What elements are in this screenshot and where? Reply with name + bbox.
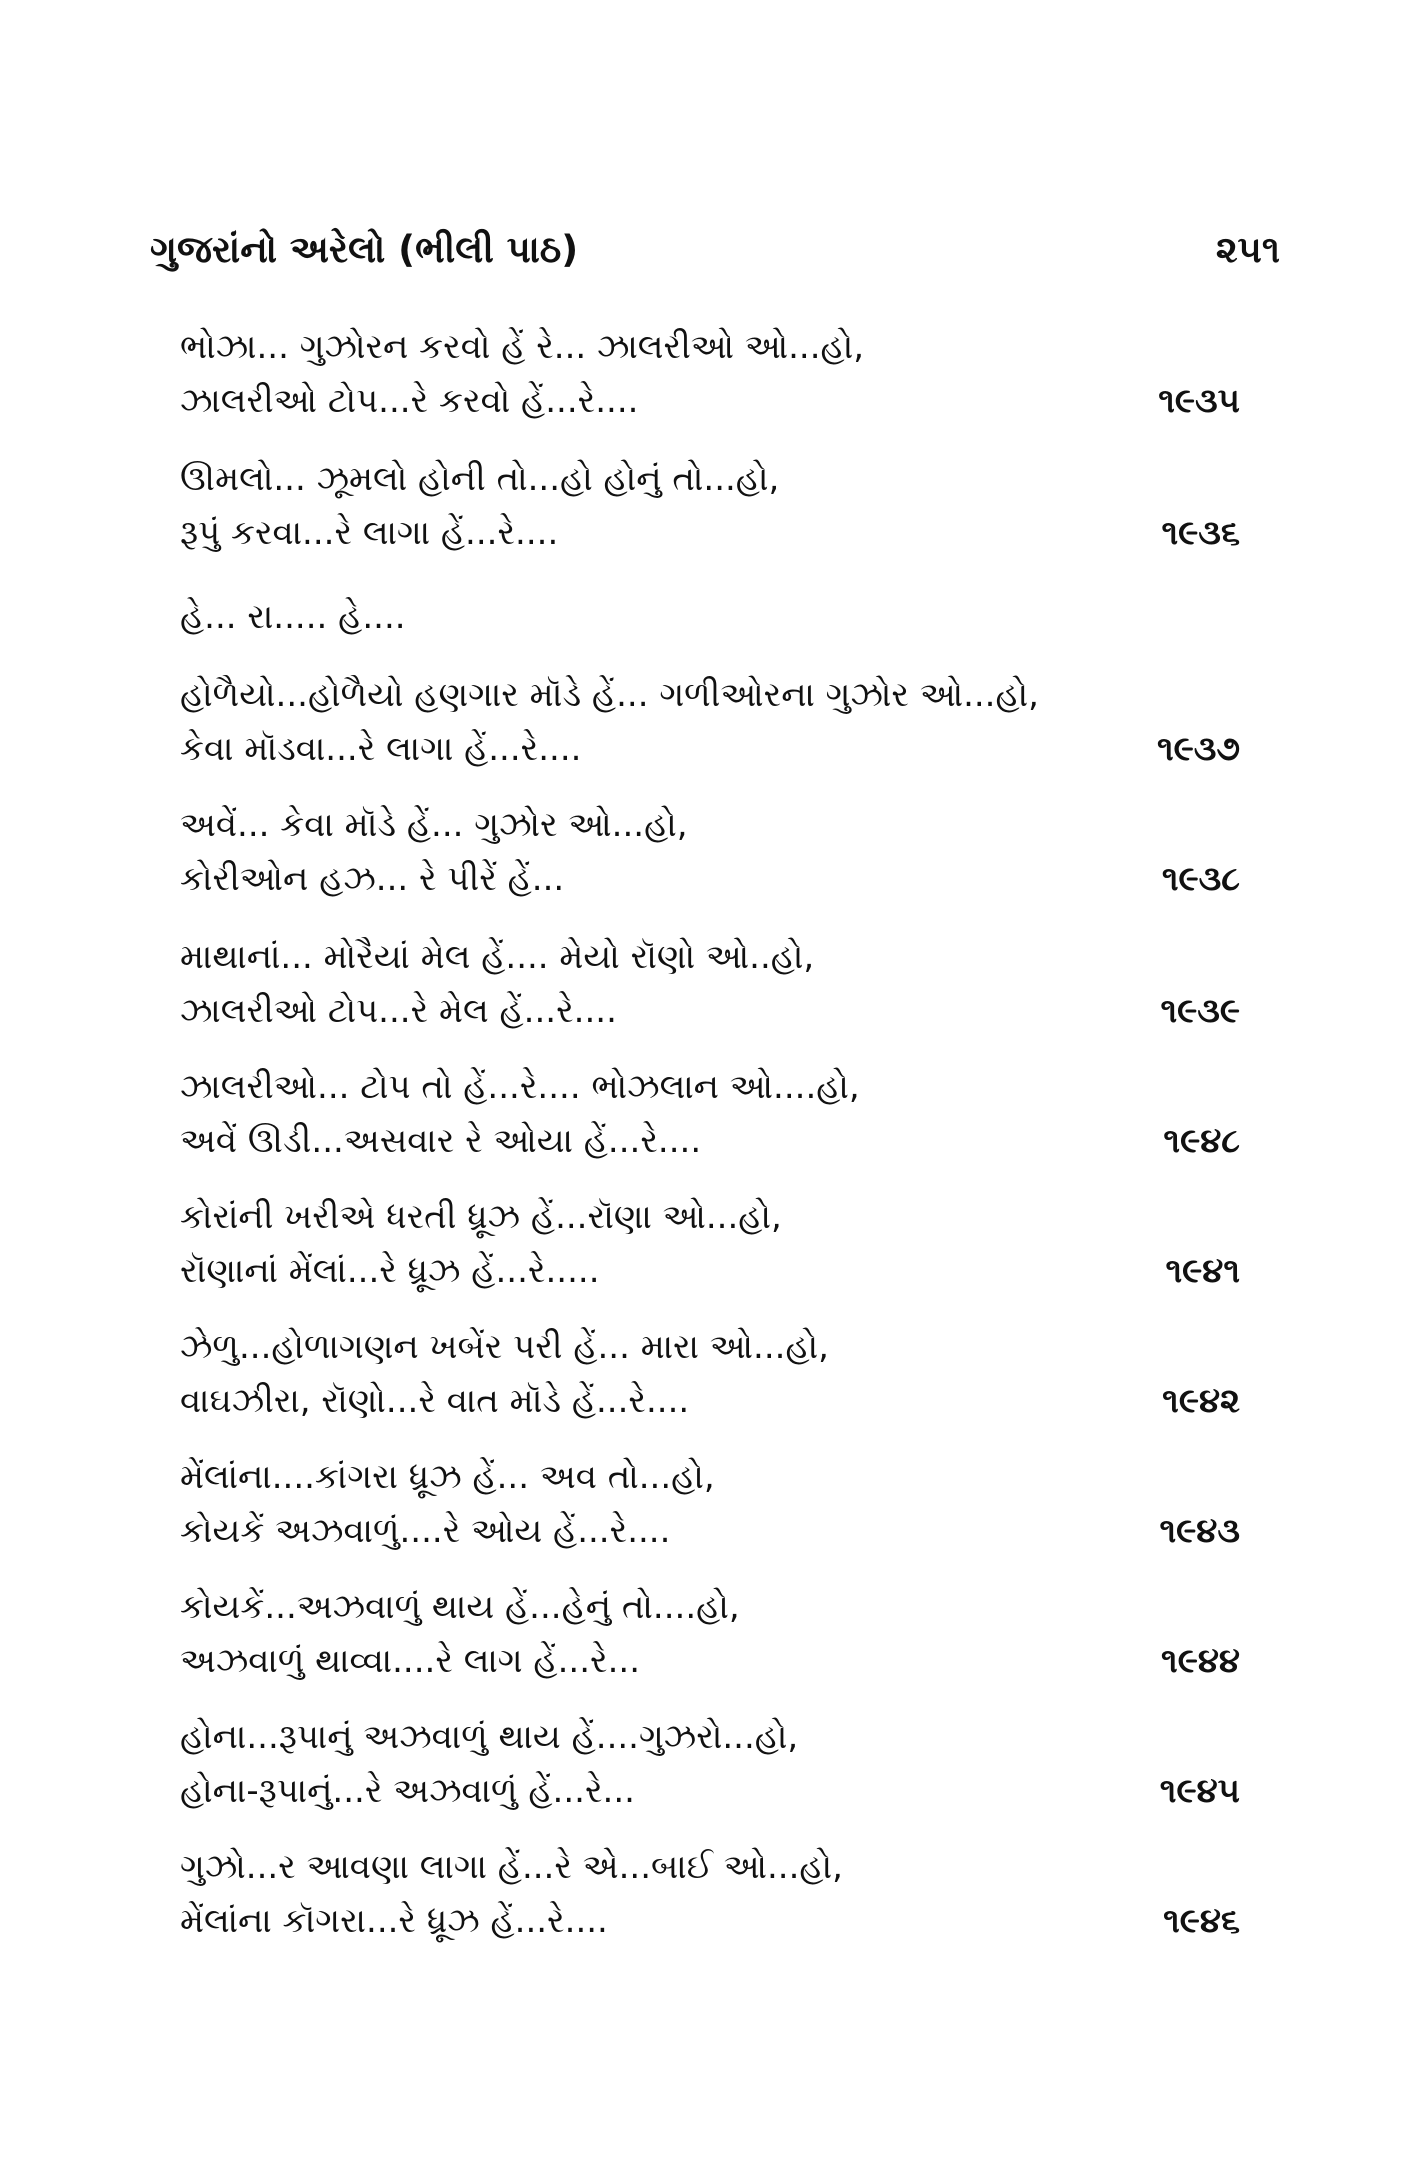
stanza-1938	[180, 798, 1240, 906]
stanza-1941	[180, 1190, 1240, 1298]
stanza-refrain	[180, 590, 1240, 644]
verse-line: હે... રા..... હે....	[180, 597, 406, 637]
stanza-1939	[180, 930, 1240, 1038]
verse-line-text: વાઘઝીરા, રૉણો...રે વાત મૉડે હેં...રે....	[180, 1381, 690, 1421]
verse-number: ૧૯૩૯	[1160, 991, 1240, 1031]
stanza-1945	[180, 1710, 1240, 1818]
verse-number: ૧૯૩૭	[1156, 729, 1240, 769]
verse-number: ૧૯૪૨	[1162, 1381, 1240, 1421]
stanza-1935	[180, 320, 1240, 428]
page-number: ૨૫૧	[1215, 228, 1280, 271]
verse-line	[180, 1634, 1240, 1688]
verse-line-text: હોના-રૂપાનું...રે અઝવાળું હેં...રે...	[180, 1771, 635, 1811]
verse-number: ૧૯૪૮	[1163, 1121, 1240, 1161]
verse-line	[180, 1764, 1240, 1818]
verse-line: હોળૈયો...હોળૈયો હણગાર મૉડે હેં... ગળીઓરના ગુઝોર ઓ...હો,	[180, 675, 1039, 715]
verse-number: ૧૯૪૫	[1159, 1771, 1240, 1811]
verse-number: ૧૯૩૮	[1161, 859, 1240, 899]
verse-line-text: કોરીઓન હઝ... રે પીરેં હેં...	[180, 859, 565, 899]
verse-number: ૧૯૪૬	[1163, 1901, 1240, 1941]
verse-line-text: કોયકેં અઝવાળું....રે ઓય હેં...રે....	[180, 1511, 671, 1551]
stanza-1937	[180, 668, 1240, 776]
stanza-1936	[180, 452, 1240, 560]
running-header	[150, 228, 1280, 288]
verse-line-text: અવેં ઊડી...અસવાર રે ઓયા હેં...રે....	[180, 1121, 702, 1161]
verse-line	[180, 984, 1240, 1038]
verse-line: ગુઝો...ર આવણા લાગા હેં...રે એ...બાઈ ઓ...હો,	[180, 1847, 843, 1887]
verse-line: માથાનાં... મોરૈયાં મેલ હેં.... મેયો રૉણો ઓ..હો,	[180, 937, 815, 977]
verse-number: ૧૯૪૪	[1161, 1641, 1240, 1681]
verse-line	[180, 852, 1240, 906]
verse-line	[180, 1114, 1240, 1168]
chapter-title: ગુજરાંનો અરેલો (ભીલી પાઠ)	[150, 228, 579, 271]
verse-line: ઝેળુ...હોળાગણન ખબેંર પરી હેં... મારા ઓ...હો,	[180, 1327, 829, 1367]
stanza-1943	[180, 1450, 1240, 1558]
verse-line-text: મેંલાંના કૉગરા...રે ધ્રૂઝ હેં...રે....	[180, 1901, 608, 1941]
verse-line-text: રૂપું કરવા...રે લાગા હેં...રે....	[180, 513, 559, 553]
verse-line	[180, 1244, 1240, 1298]
verse-line: અવેં... કેવા મૉડે હેં... ગુઝોર ઓ...હો,	[180, 805, 688, 845]
verse-line: કોરાંની ખરીએ ધરતી ધ્રૂઝ હેં...રૉણા ઓ...હો,	[180, 1197, 782, 1237]
verse-line	[180, 722, 1240, 776]
verse-line-text: ઝાલરીઓ ટોપ...રે કરવો હેં...રે....	[180, 381, 639, 421]
verse-number: ૧૯૩૫	[1158, 381, 1240, 421]
stanza-1944	[180, 1580, 1240, 1688]
verse-line	[180, 374, 1240, 428]
verse-line: કોયકેં...અઝવાળું થાય હેં...હેનું તો....હો,	[180, 1587, 740, 1627]
verse-line: હોના...રૂપાનું અઝવાળું થાય હેં....ગુઝરો...હો,	[180, 1717, 799, 1757]
verse-line-text: રૉણાનાં મેંલાં...રે ધ્રૂઝ હેં...રે.....	[180, 1251, 600, 1291]
verse-number: ૧૯૪૧	[1165, 1251, 1240, 1291]
verse-line	[180, 1504, 1240, 1558]
verse-line-text: ઝાલરીઓ ટોપ...રે મેલ હેં...રે....	[180, 991, 617, 1031]
verse-line-text: અઝવાળું થાવ્વા....રે લાગ હેં...રે...	[180, 1641, 640, 1681]
verse-line: ઊમલો... ઝૂમલો હોની તો...હો હોનું તો...હો,	[180, 459, 780, 499]
verse-number: ૧૯૪૩	[1159, 1511, 1240, 1551]
verse-line: ભોઝા... ગુઝોરન કરવો હેં રે... ઝાલરીઓ ઓ...હો,	[180, 327, 865, 367]
stanza-1942	[180, 1320, 1240, 1428]
stanza-1946	[180, 1840, 1240, 1948]
verse-line	[180, 1374, 1240, 1428]
verse-line: મેંલાંના....કાંગરા ધ્રૂઝ હેં... અવ તો...હો,	[180, 1457, 715, 1497]
verse-number: ૧૯૩૬	[1161, 513, 1240, 553]
stanza-1948	[180, 1060, 1240, 1168]
verse-line-text: કેવા મૉડવા...રે લાગા હેં...રે....	[180, 729, 582, 769]
verse-line	[180, 506, 1240, 560]
verse-line	[180, 1894, 1240, 1948]
verse-line: ઝાલરીઓ... ટોપ તો હેં...રે.... ભોઝલાન ઓ....હો,	[180, 1067, 860, 1107]
